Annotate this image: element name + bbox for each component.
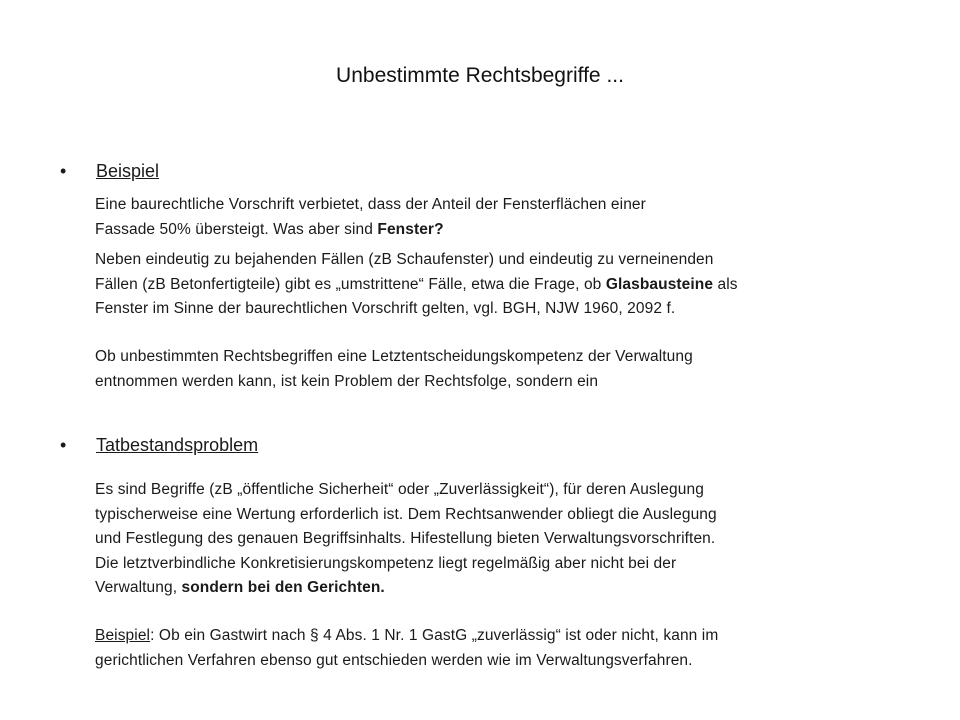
slide-title: Unbestimmte Rechtsbegriffe ... [336,64,624,87]
bullet-dot: • [60,161,67,181]
heading-tatbestandsproblem: Tatbestandsproblem [96,435,259,455]
heading-beispiel: Beispiel [96,161,160,181]
paragraph-fenster-example: Eine baurechtliche Vorschrift verbietet, dass der Anteil der Fensterflächen einer Fassade 50% übersteigt. Was aber sind Fenster? [95,196,646,238]
beispiel-label: Beispiel [95,627,151,644]
bullet-tatbestandsproblem [60,435,258,456]
paragraph-begriffe: Es sind Begriffe (zB „öffentliche Sicherheit“ oder „Zuverlässigkeit“), für deren Auslegung typischerweise eine Wertung erforderlich ist. Dem Rechtsanwender obliegt die Auslegung und Festlegung des genauen Begriffsinhalts. Hifestellung bieten Verwaltungsvorschriften. Die letztverbindliche Konkretisierungskompetenz liegt regelmäßig aber nicht bei der Verwaltung, sondern bei den Gerichten. [95,481,717,596]
paragraph-glasbausteine: Neben eindeutig zu bejahenden Fällen (zB Schaufenster) und eindeutig zu verneinenden Fällen (zB Betonfertigteile) gibt es „umstrittene“ Fälle, etwa die Frage, ob Glasbausteine als Fenster im Sinne der baurechtlichen Vorschrift gelten, vgl. BGH, NJW 1960, 2092 f. [95,251,738,317]
paragraph-gastwirt-example: Beispiel: Ob ein Gastwirt nach § 4 Abs. 1 Nr. 1 GastG „zuverlässig“ ist oder nicht, kann im gerichtlichen Verfahren ebenso gut entschieden werden wie im Verwaltungsverfahren. [95,627,719,669]
bullet-beispiel [60,161,159,182]
paragraph-letztentscheidung: Ob unbestimmten Rechtsbegriffen eine Letztentscheidungskompetenz der Verwaltung entnommen werden kann, ist kein Problem der Rechtsfolge, sondern ein [95,348,693,390]
bullet-dot: • [60,435,67,455]
